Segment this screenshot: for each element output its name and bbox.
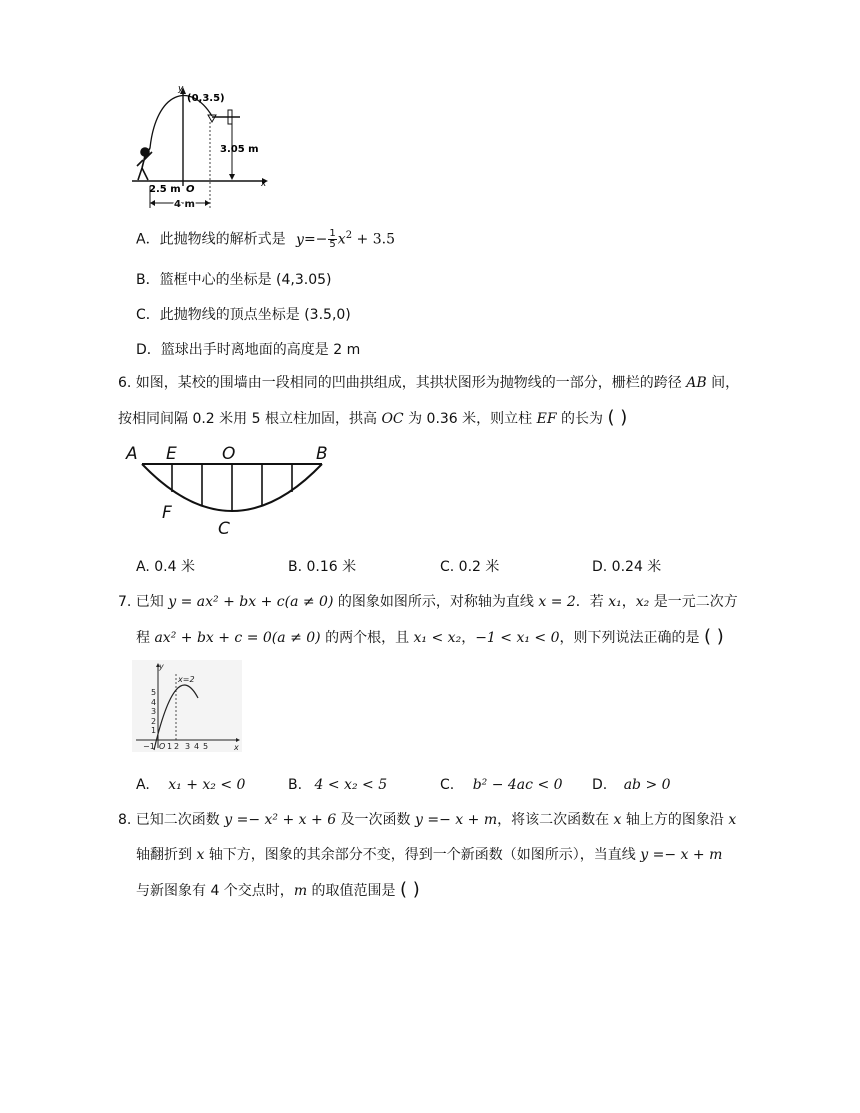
q8-x-2: x [728, 812, 737, 828]
q7-option-a-expr: x₁ + x₂ < 0 [168, 777, 246, 793]
q5-option-a-exp: 2 [345, 229, 353, 241]
q6-option-d: D. 0.24 米 [592, 559, 662, 575]
q6-label-a: A [126, 444, 138, 464]
q8-line-1a: 8. 已知二次函数 [118, 812, 220, 828]
q7-ytick-3: 3 [151, 707, 157, 716]
q7-line-2a: 程 [136, 630, 150, 646]
q5-option-a-y: y [296, 231, 304, 248]
q7-option-d [592, 775, 671, 795]
q5-axis-x: x [261, 179, 267, 189]
q7-line-2 [136, 627, 724, 648]
q7-cond-2: −1 < x₁ < 0 [475, 630, 560, 646]
q7-xtick-m1: −1 [143, 742, 155, 751]
q7-xtick-2: 2 [174, 742, 180, 751]
q7-ytick-4: 4 [151, 698, 157, 707]
q7-xtick-1: 1 [167, 742, 173, 751]
q5-option-d: D．篮球出手时离地面的高度是 2 m [136, 342, 361, 358]
q7-equation: y = ax² + bx + c(a ≠ 0) [168, 594, 334, 610]
q7-option-a [136, 775, 245, 795]
q7-line-2b: 的两个根，且 [325, 630, 410, 646]
q7-answer-bracket: ( ) [703, 626, 724, 647]
q5-option-a-x: x [337, 231, 346, 248]
q7-text-2: ．若 [575, 594, 604, 610]
q7-xtick-5: 5 [203, 742, 209, 751]
q8-func-2: y =− x + m [415, 812, 498, 828]
q8-answer-bracket: ( ) [400, 879, 420, 900]
q5-axis-y: y [178, 84, 184, 94]
q5-option-a-fraction [328, 229, 336, 250]
q7-x1: x₁ [608, 594, 622, 610]
q7-option-b-label: B. [288, 777, 303, 793]
q7-option-d-expr: ab > 0 [623, 777, 671, 793]
q6-answer-bracket: ( ) [607, 407, 628, 428]
q8-line-1c: ，将该二次函数在 [497, 812, 610, 828]
player-icon [137, 148, 152, 180]
q7-option-c-label: C. [440, 777, 455, 793]
q5-figure [128, 82, 273, 212]
q6-line-2 [118, 408, 627, 429]
q6-line-2c: 的长为 [561, 411, 604, 427]
q8-line-3 [136, 880, 420, 901]
q8-m: m [293, 883, 308, 899]
q7-x2: x₂ [635, 594, 650, 610]
q7-ytick-2: 2 [151, 717, 157, 726]
q7-xtick-o: O [159, 742, 166, 751]
q7-option-d-label: D. [592, 777, 608, 793]
q8-line-2b: 轴下方，图象的其余部分不变，得到一个新函数（如图所示），当直线 [208, 847, 636, 863]
q7-text-1: 的图象如图所示，对称轴为直线 [337, 594, 534, 610]
q8-x-1: x [613, 812, 622, 828]
q6-line-2b: 为 0.36 米，则立柱 [408, 411, 533, 427]
q5-origin-label: O [186, 184, 195, 195]
q7-line-1 [118, 592, 738, 612]
q5-option-a-rest: + 3.5 [356, 231, 395, 248]
q6-label-e: E [166, 444, 177, 464]
q6-label-c: C [218, 519, 230, 539]
q8-line-1 [118, 810, 736, 830]
q8-line-1d: 轴上方的图象沿 [625, 812, 724, 828]
q7-equation-2: ax² + bx + c = 0(a ≠ 0) [154, 630, 321, 646]
q5-width-label: 4 m [174, 199, 195, 210]
q6-oc: OC [381, 411, 404, 427]
q7-fig-y: y [159, 662, 164, 671]
q8-line-3a: 与新图象有 4 个交点时， [136, 883, 294, 899]
q6-line-1 [118, 373, 739, 393]
q7-option-b [288, 775, 387, 795]
q5-vertex-label: (0,3.5) [187, 93, 225, 104]
q7-comma: ， [621, 594, 636, 610]
q7-option-a-label: A. [136, 777, 150, 793]
q5-left-label: 2.5 m [149, 184, 181, 195]
q7-number: 7. 已知 [118, 594, 164, 610]
q6-label-o: O [222, 444, 236, 464]
q7-option-b-expr: 4 < x₂ < 5 [314, 777, 388, 793]
q8-func-1: y =− x² + x + 6 [224, 812, 337, 828]
q7-xtick-4: 4 [194, 742, 200, 751]
q6-option-b: B. 0.16 米 [288, 559, 357, 575]
q7-sep: ， [461, 630, 476, 646]
q7-fig-axis-label: x=2 [178, 675, 195, 684]
q5-height-label: 3.05 m [220, 144, 259, 155]
q8-func-3: y =− x + m [640, 847, 723, 863]
q8-line-1b: 及一次函数 [340, 812, 411, 828]
q7-option-c [440, 775, 563, 795]
q7-cond-1: x₁ < x₂ [413, 630, 462, 646]
q7-axis: x = 2 [538, 594, 576, 610]
q7-figure [132, 660, 242, 752]
q5-option-c: C．此抛物线的顶点坐标是 (3.5,0) [136, 307, 351, 323]
q6-option-c: C. 0.2 米 [440, 559, 500, 575]
q5-option-a-eq: =− [303, 231, 328, 248]
q8-x-3: x [196, 847, 205, 863]
q6-line-1-end: 间， [711, 375, 740, 391]
q7-fig-x: x [234, 743, 239, 752]
q7-xtick-3: 3 [185, 742, 191, 751]
q7-line-2c: ，则下列说法正确的是 [559, 630, 700, 646]
q6-ef: EF [536, 411, 557, 427]
q5-option-b: B．篮框中心的坐标是 (4,3.05) [136, 272, 332, 288]
q7-text-3: 是一元二次方 [653, 594, 738, 610]
q6-figure [124, 440, 344, 540]
q8-line-2 [136, 845, 722, 865]
q5-option-a [136, 229, 395, 250]
q7-ytick-5: 5 [151, 688, 157, 697]
q8-line-3b: 的取值范围是 [311, 883, 396, 899]
q7-ytick-1: 1 [151, 726, 157, 735]
q8-line-2a: 轴翻折到 [136, 847, 192, 863]
q6-ab: AB [686, 375, 707, 391]
q6-label-b: B [316, 444, 328, 464]
q5-option-a-frac-num: 1 [329, 228, 336, 239]
q6-option-a: A. 0.4 米 [136, 559, 195, 575]
q6-line-2a: 按相同间隔 0.2 米用 5 根立柱加固，拱高 [118, 411, 377, 427]
q5-option-a-text: A．此抛物线的解析式是 [136, 231, 286, 248]
q7-option-c-expr: b² − 4ac < 0 [472, 777, 563, 793]
q6-label-f: F [162, 503, 172, 523]
q6-line-1-text: 6. 如图，某校的围墙由一段相同的凹曲拱组成，其拱状图形为抛物线的一部分，栅栏的跨径 [118, 375, 682, 391]
q5-option-a-frac-den: 5 [329, 239, 336, 250]
